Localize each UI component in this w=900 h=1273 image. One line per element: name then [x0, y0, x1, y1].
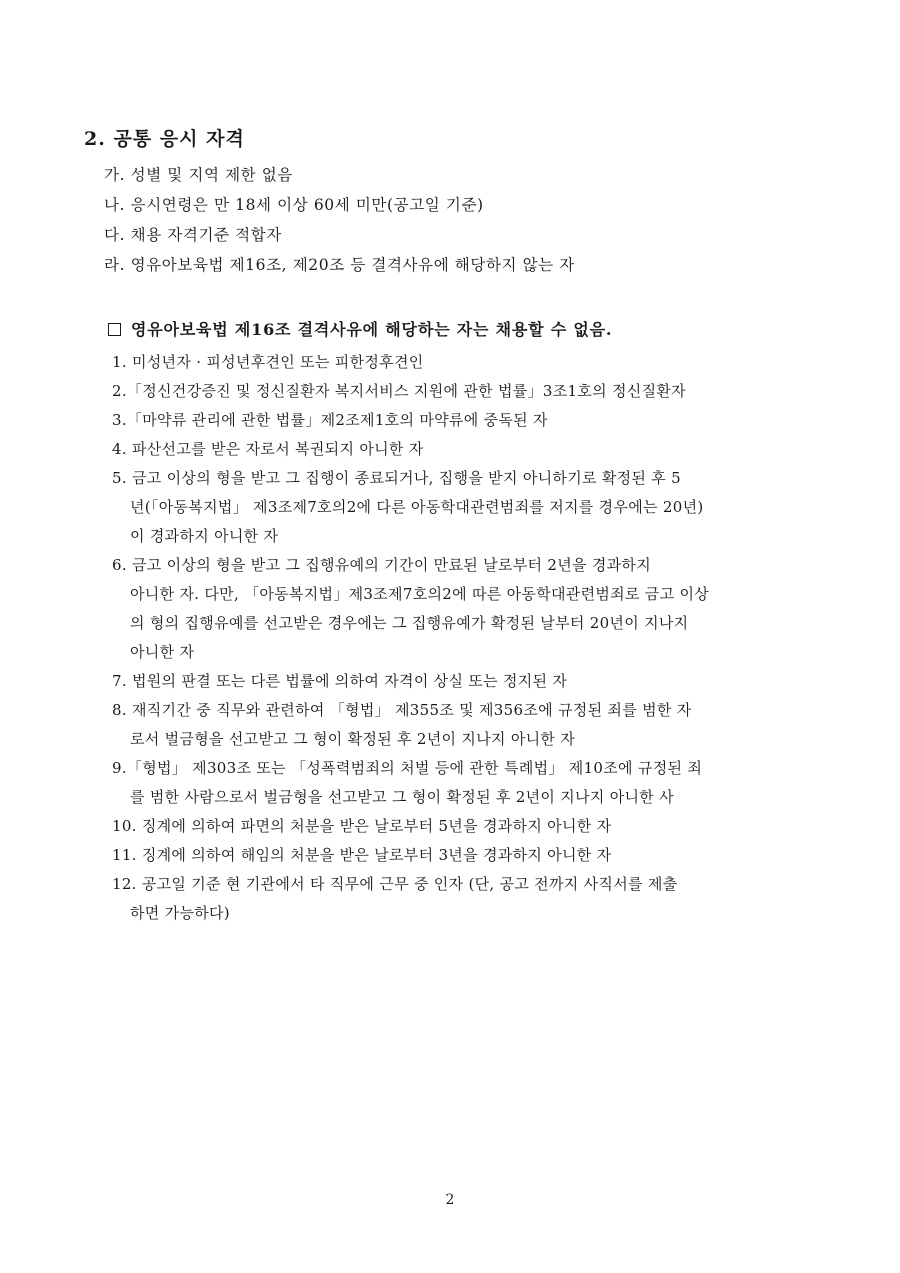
disqualification-item	[112, 348, 818, 377]
disqualification-item	[112, 464, 818, 551]
disqualification-item-text: 6. 금고 이상의 형을 받고 그 집행유예의 기간이 만료된 날로부터 2년을 경과하지	[112, 556, 651, 574]
disqualification-item	[112, 696, 818, 754]
disqualification-item-continuation: 이 경과하지 아니한 자	[130, 527, 279, 545]
qualification-item: 가. 성별 및 지역 제한 없음	[104, 166, 293, 184]
disqualification-item	[112, 667, 818, 696]
disqualification-item-text: 4. 파산선고를 받은 자로서 복권되지 아니한 자	[112, 440, 424, 458]
disqualification-item-text: 10. 징계에 의하여 파면의 처분을 받은 날로부터 5년을 경과하지 아니한 자	[112, 817, 612, 835]
disqualification-item-continuation: 의 형의 집행유예를 선고받은 경우에는 그 집행유예가 확정된 날부터 20년이 지나지	[130, 614, 689, 632]
disqualification-list	[112, 348, 818, 928]
disqualification-item-continuation: 년(「아동복지법」 제3조제7호의2에 다른 아동학대관련범죄를 저지를 경우에는 20년)	[130, 498, 704, 516]
page-number: 2	[445, 1192, 455, 1208]
disqualification-item-text: 5. 금고 이상의 형을 받고 그 집행이 종료되거나, 집행을 받지 아니하기로 확정된 후 5	[112, 469, 681, 487]
disqualification-item-continuation: 아니한 자. 다만, 「아동복지법」제3조제7호의2에 따른 아동학대관련범죄로 금고 이상	[130, 585, 710, 603]
disqualification-item	[112, 406, 818, 435]
disqualification-item-text: 11. 징계에 의하여 해임의 처분을 받은 날로부터 3년을 경과하지 아니한 자	[112, 846, 612, 864]
qualification-item: 라. 영유아보육법 제16조, 제20조 등 결격사유에 해당하지 않는 자	[104, 256, 575, 274]
disqualification-item	[112, 377, 818, 406]
disqualification-item	[112, 754, 818, 812]
disqualification-item-text: 1. 미성년자 · 피성년후견인 또는 피한정후견인	[112, 353, 424, 371]
disqualification-item-text: 12. 공고일 기준 현 기관에서 타 직무에 근무 중 인자 (단, 공고 전까지 사직서를 제출	[112, 875, 678, 893]
notice-heading-text: 영유아보육법 제16조 결격사유에 해당하는 자는 채용할 수 없음.	[131, 320, 613, 339]
qualification-item: 다. 채용 자격기준 적합자	[104, 226, 282, 244]
disqualification-item-continuation: 아니한 자	[130, 643, 195, 661]
disqualification-item	[112, 812, 818, 841]
disqualification-item-text: 9.「형법」 제303조 또는 「성폭력범죄의 처벌 등에 관한 특례법」 제10조에 규정된 죄	[112, 759, 703, 777]
disqualification-item	[112, 841, 818, 870]
disqualification-item-text: 8. 재직기간 중 직무와 관련하여 「형법」 제355조 및 제356조에 규정된 죄를 범한 자	[112, 701, 692, 719]
disqualification-item	[112, 551, 818, 667]
qualification-list	[104, 160, 575, 280]
disqualification-item-continuation: 로서 벌금형을 선고받고 그 형이 확정된 후 2년이 지나지 아니한 자	[130, 730, 576, 748]
disqualification-item-continuation: 를 범한 사람으로서 벌금형을 선고받고 그 형이 확정된 후 2년이 지나지 아니한 사	[130, 788, 674, 806]
disqualification-item-text: 3.「마약류 관리에 관한 법률」제2조제1호의 마약류에 중독된 자	[112, 411, 548, 429]
disqualification-item	[112, 435, 818, 464]
section-title: 2. 공통 응시 자격	[84, 128, 245, 150]
checkbox-square-icon	[108, 323, 121, 336]
notice-heading	[108, 317, 612, 340]
disqualification-item-continuation: 하면 가능하다)	[130, 904, 230, 922]
disqualification-item-text: 2.「정신건강증진 및 정신질환자 복지서비스 지원에 관한 법률」3조1호의 정신질환자	[112, 382, 686, 400]
disqualification-item	[112, 870, 818, 928]
disqualification-item-text: 7. 법원의 판결 또는 다른 법률에 의하여 자격이 상실 또는 정지된 자	[112, 672, 568, 690]
qualification-item: 나. 응시연령은 만 18세 이상 60세 미만(공고일 기준)	[104, 196, 484, 214]
